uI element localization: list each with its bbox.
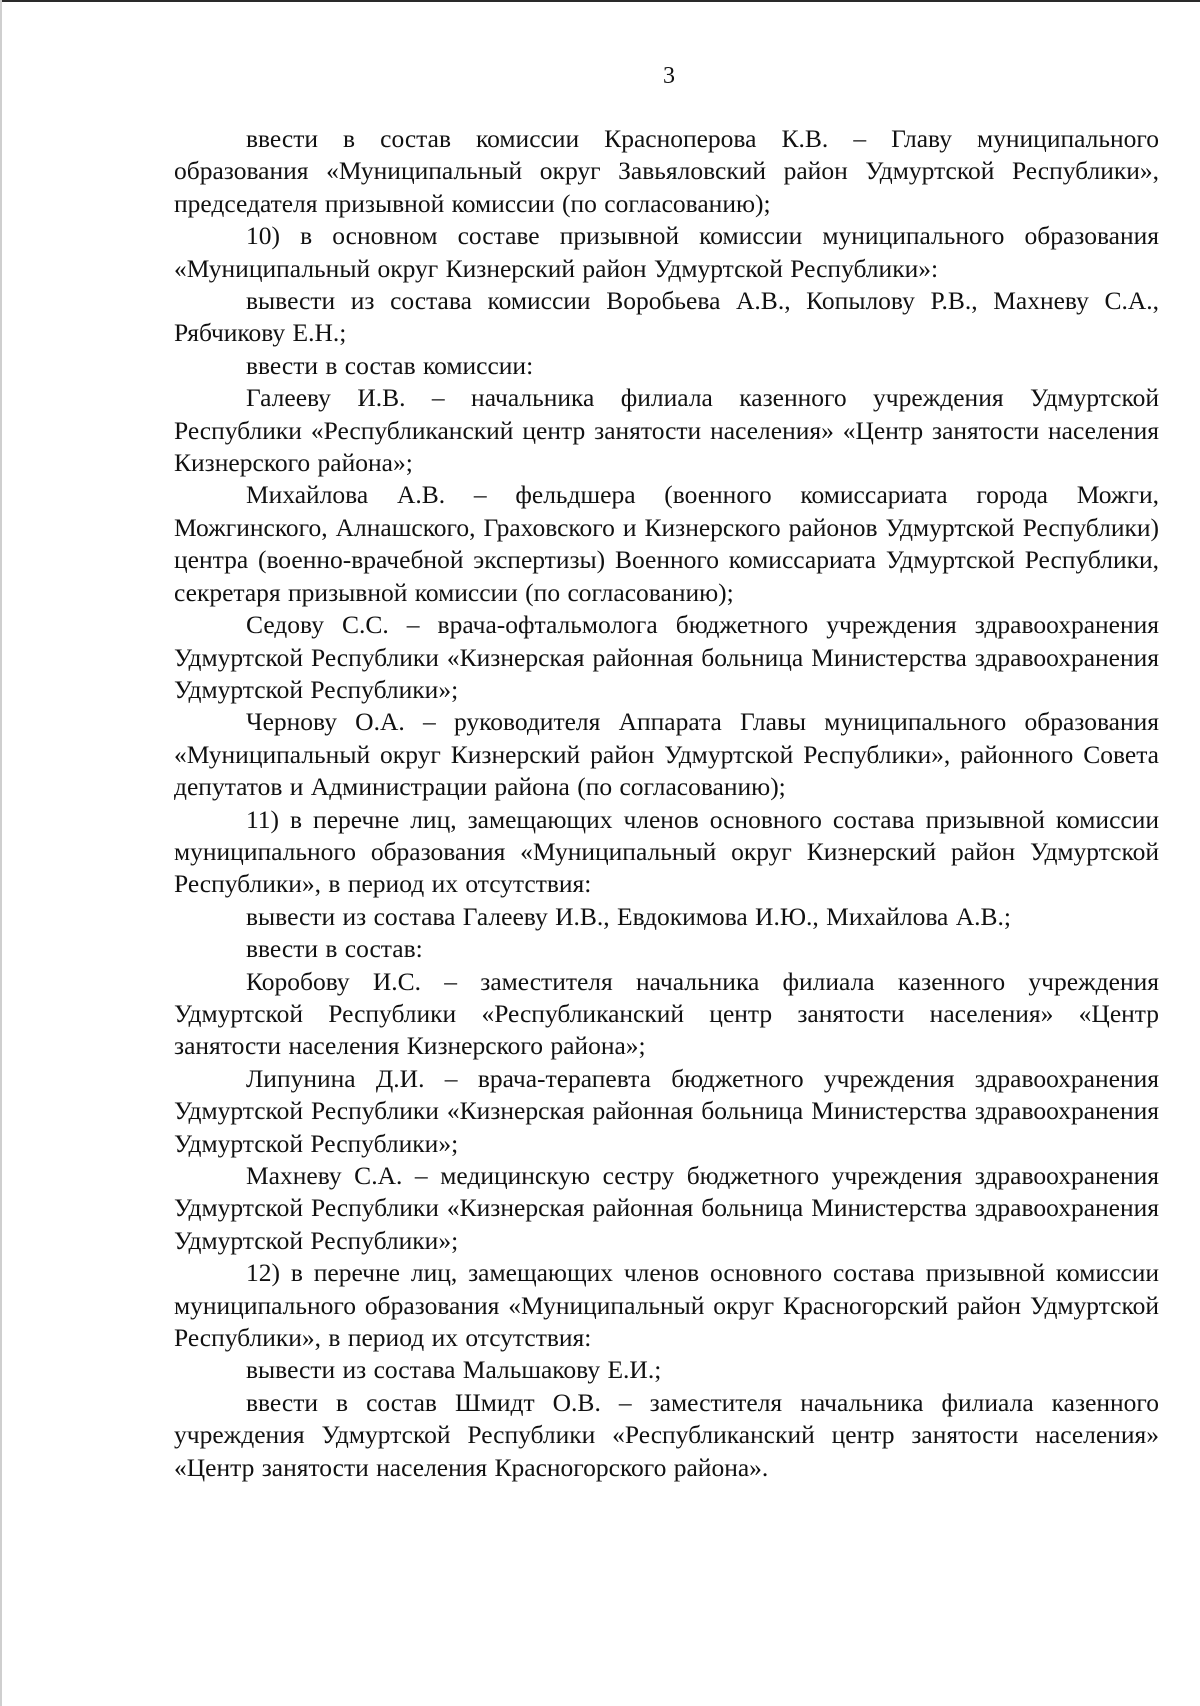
paragraph: ввести в состав комиссии: <box>246 350 534 380</box>
paragraph: Липунина Д.И. – врача-терапевта бюджетного учреждения здравоохранения Удмуртской Республики «Кизнерская районная больница Министерства здравоохранения Удмуртской Республики»; <box>174 1063 1159 1158</box>
paragraph: ввести в состав комиссии Красноперова К.В. – Главу муниципального образования «Муниципальный округ Завьяловский район Удмуртской Республики», председателя призывной комиссии (по согласованию); <box>174 124 1159 218</box>
paragraph: Коробову И.С. – заместителя начальника филиала казенного учреждения Удмуртской Республики «Республиканский центр занятости населения» «Центр занятости населения Кизнерского района»; <box>174 966 1159 1061</box>
paragraph: Михайлова А.В. – фельдшера (военного комиссариата города Можги, Можгинского, Алнашского, Граховского и Кизнерского районов Удмуртской Республики) центра (военно-врачебной экспертизы) Военного комиссариата Удмуртской Республики, секретаря призывной комиссии (по согласованию); <box>174 480 1159 607</box>
page-number: 3 <box>663 63 675 89</box>
paragraph: Махневу С.А. – медицинскую сестру бюджетного учреждения здравоохранения Удмуртской Республики «Кизнерская районная больница Министерства здравоохранения Удмуртской Республики»; <box>174 1161 1159 1255</box>
paragraph: вывести из состава Мальшакову Е.И.; <box>246 1355 662 1385</box>
paragraph: 10) в основном составе призывной комиссии муниципального образования «Муниципальный округ Кизнерский район Удмуртской Республики»: <box>174 221 1159 283</box>
paragraph: ввести в состав: <box>246 934 423 964</box>
paragraph: вывести из состава комиссии Воробьева А.В., Копылову Р.В., Махневу С.А., Рябчикову Е.Н.; <box>174 286 1159 348</box>
paragraph: Седову С.С. – врача-офтальмолога бюджетного учреждения здравоохранения Удмуртской Республики «Кизнерская районная больница Министерства здравоохранения Удмуртской Республики»; <box>174 610 1159 704</box>
paragraph: Чернову О.А. – руководителя Аппарата Главы муниципального образования «Муниципальный округ Кизнерский район Удмуртской Республики», районного Совета депутатов и Администрации района (по согласованию); <box>174 707 1159 802</box>
scan-left-edge <box>0 0 2 1706</box>
paragraph: 12) в перечне лиц, замещающих членов основного состава призывной комиссии муниципального образования «Муниципальный округ Красногорский район Удмуртской Республики», в период их отсутствия: <box>174 1258 1159 1353</box>
paragraph: Галееву И.В. – начальника филиала казенного учреждения Удмуртской Республики «Республиканский центр занятости населения» «Центр занятости населения Кизнерского района»; <box>174 383 1159 478</box>
document-body <box>174 123 1159 1484</box>
scan-top-edge <box>0 0 1200 2</box>
paragraph: 11) в перечне лиц, замещающих членов основного состава призывной комиссии муниципального образования «Муниципальный округ Кизнерский район Удмуртской Республики», в период их отсутствия: <box>174 804 1159 899</box>
paragraph: вывести из состава Галееву И.В., Евдокимова И.Ю., Михайлова А.В.; <box>246 901 1011 931</box>
paragraph: ввести в состав Шмидт О.В. – заместителя начальника филиала казенного учреждения Удмуртской Республики «Республиканский центр занятости населения» «Центр занятости населения Красногорского района». <box>174 1387 1159 1482</box>
